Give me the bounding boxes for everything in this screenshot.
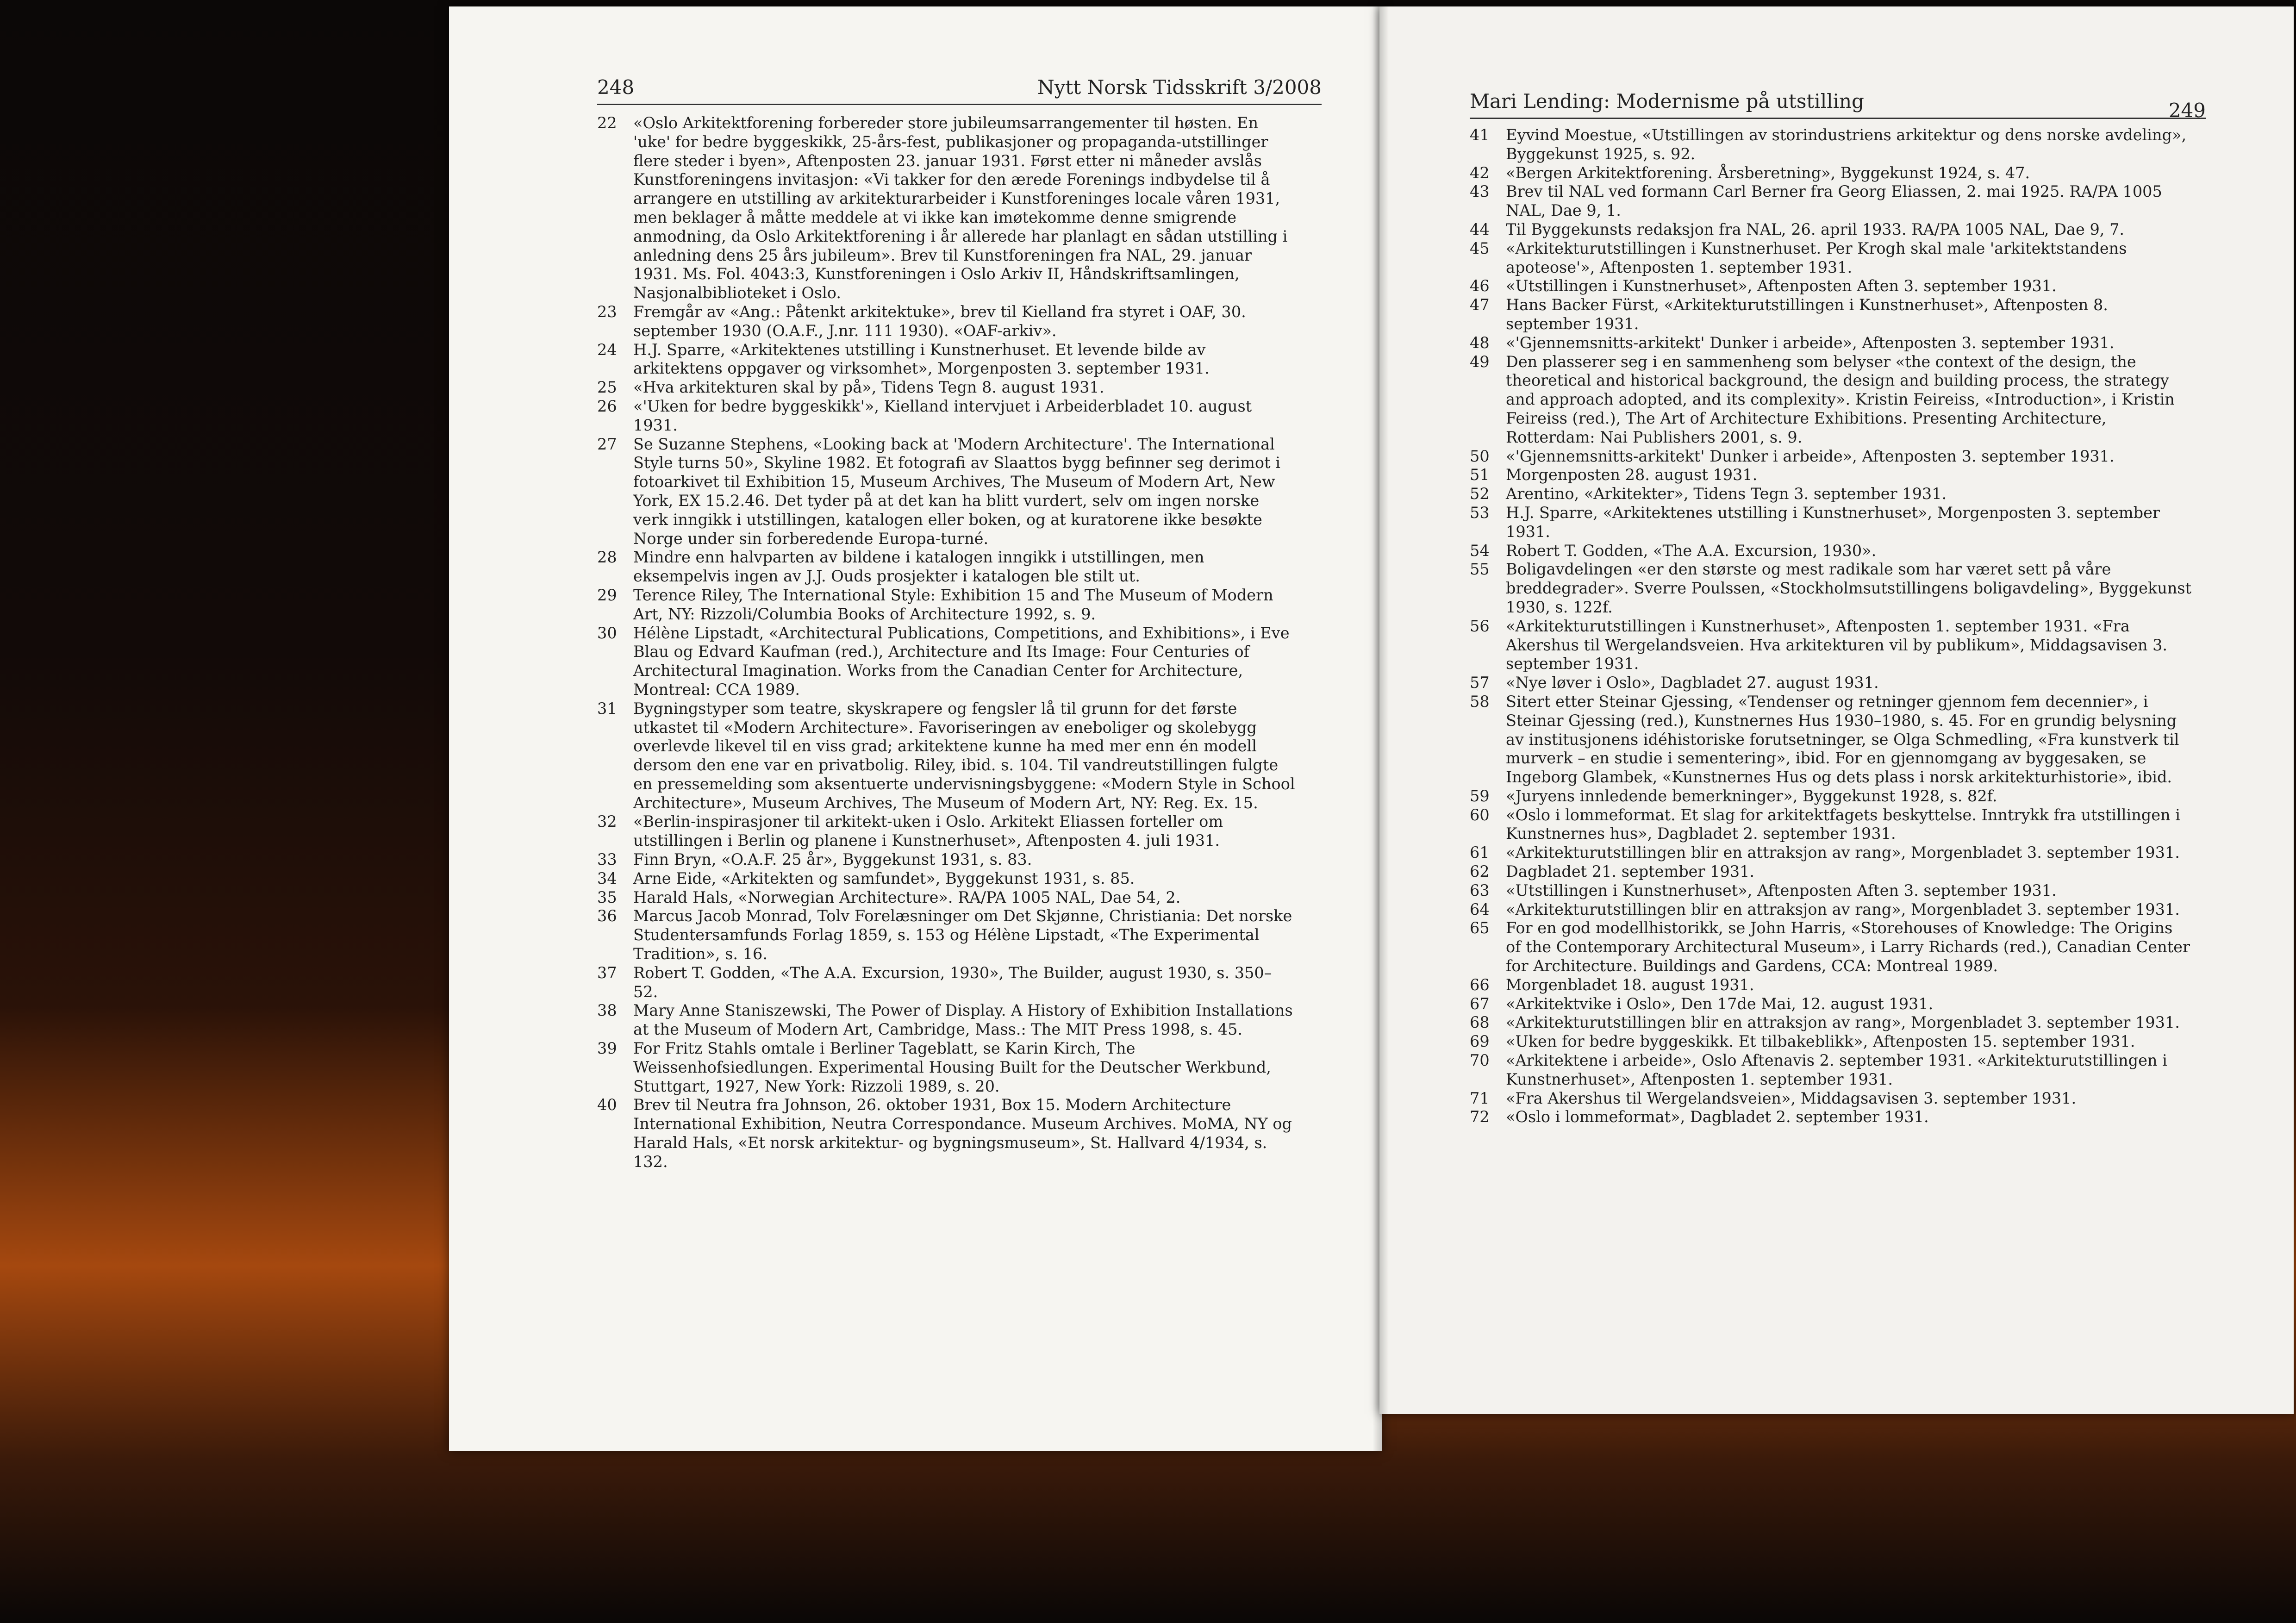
- endnote-number: 66: [1470, 975, 1490, 994]
- endnote-number: 63: [1470, 881, 1490, 899]
- page-gutter-shadow: [1379, 6, 1389, 1414]
- endnote-number: 69: [1470, 1032, 1490, 1051]
- endnote: [597, 378, 1296, 397]
- endnote-text: «Arkitektvike i Oslo», Den 17de Mai, 12. august 1931.: [1506, 994, 1934, 1013]
- endnote-text: «Oslo Arkitektforening forbereder store jubileumsarrangementer til høsten. En 'uke' for bedre byggeskikk, 25-års-fest, publikasjoner og propaganda-utstillinger flere steder i byen», Aftenposten 23. januar 1931. Først etter ni måneder avslås Kunstforeningens invitasjon: «Vi takker for den ærede Forenings indbydelse til å arrangere en utstilling av arkitekturarbeider i Kunstforeninges locale våren 1931, men beklager å måtte meddele at vi ikke kan imøtekomme denne smigrende anmodning, da Oslo Arkitektforening i år allerede har planlagt en sådan utstilling i anledning dens 25 års jubileum». Brev til Kunstforeningen fra NAL, 29. januar 1931. Ms. Fol. 4043:3, Kunstforeningen i Oslo Arkiv II, Håndskriftsamlingen, Nasjonalbiblioteket i Oslo.: [633, 114, 1288, 302]
- endnote-text: Fremgår av «Ang.: Påtenkt arkitektuke», brev til Kielland fra styret i OAF, 30. september 1930 (O.A.F., J.nr. 111 1930). «OAF-arkiv».: [633, 302, 1246, 340]
- endnote-text: «Berlin-inspirasjoner til arkitekt-uken i Oslo. Arkitekt Eliassen forteller om utstillingen i Berlin og planene i Kunstnerhuset», Aftenposten 4. juli 1931.: [633, 812, 1223, 850]
- endnote: [597, 964, 1296, 1002]
- endnote: [597, 812, 1296, 850]
- endnote-number: 55: [1470, 560, 1490, 579]
- running-title: Mari Lending: Modernisme på utstilling: [1470, 90, 1864, 112]
- endnote: [1470, 466, 2192, 485]
- endnote-text: Eyvind Moestue, «Utstillingen av storindustriens arkitektur og dens norske avdeling», Byggekunst 1925, s. 92.: [1506, 126, 2187, 163]
- endnote-text: «'Uken for bedre byggeskikk'», Kielland intervjuet i Arbeiderbladet 10. august 1931.: [633, 397, 1252, 434]
- endnote-number: 44: [1470, 220, 1490, 238]
- endnote-number: 58: [1470, 692, 1490, 711]
- endnote: [1470, 277, 2192, 296]
- endnote-text: Hans Backer Fürst, «Arkitekturutstillingen i Kunstnerhuset», Aftenposten 8. september 1931.: [1506, 296, 2108, 333]
- endnote-number: 65: [1470, 919, 1490, 937]
- endnote-text: Bygningstyper som teatre, skyskrapere og fengsler lå til grunn for det første utkastet til «Modern Architecture». Favoriseringen av eneboliger og skolebygg overlevde likevel til en viss grad; arkitektene kunne ha med mer enn én modell dersom den ene var en privatbolig. Riley, ibid. s. 104. Til vandreutstillingen fulgte en pressemelding som aksentuerte undervisningsbyggene: «Modern Style in School Architecture», Museum Archives, The Museum of Modern Art, NY: Reg. Ex. 15.: [633, 699, 1295, 812]
- endnote: [1470, 353, 2192, 447]
- endnote: [1470, 1051, 2192, 1089]
- endnote-text: «Hva arkitekturen skal by på», Tidens Tegn 8. august 1931.: [633, 378, 1104, 397]
- endnote-text: Brev til Neutra fra Johnson, 26. oktober 1931, Box 15. Modern Architecture International Exhibition, Neutra Correspondance. Museum Archives. MoMA, NY og Harald Hals, «Et norsk arkitektur- og bygningsmuseum», St. Hallvard 4/1934, s. 132.: [633, 1096, 1292, 1171]
- endnote: [1470, 674, 2192, 693]
- endnote-number: 33: [597, 850, 617, 869]
- endnote-number: 64: [1470, 900, 1490, 918]
- endnote-text: Harald Hals, «Norwegian Architecture». RA/PA 1005 NAL, Dae 54, 2.: [633, 888, 1181, 906]
- endnote-number: 70: [1470, 1051, 1490, 1070]
- page-number: 248: [597, 76, 635, 99]
- endnote-text: «'Gjennemsnitts-arkitekt' Dunker i arbeide», Aftenposten 3. september 1931.: [1506, 333, 2115, 352]
- endnote: [1470, 617, 2192, 674]
- endnote-text: «'Gjennemsnitts-arkitekt' Dunker i arbeide», Aftenposten 3. september 1931.: [1506, 447, 2115, 465]
- endnote-text: Morgenbladet 18. august 1931.: [1506, 975, 1754, 994]
- endnote-number: 29: [597, 586, 617, 604]
- endnote-text: «Oslo i lommeformat. Et slag for arkitektfagets beskyttelse. Inntrykk fra utstillingen i Kunstnernes hus», Dagbladet 2. september 1931.: [1506, 805, 2180, 843]
- endnote: [597, 699, 1296, 813]
- endnote: [1470, 182, 2192, 220]
- endnote-text: «Arkitekturutstillingen i Kunstnerhuset», Aftenposten 1. september 1931. «Fra Akershus til Wergelandsveien. Hva arkitekturen vil by publikum», Middagsavisen 3. september 1931.: [1506, 617, 2168, 673]
- endnote-number: 61: [1470, 843, 1490, 862]
- endnote-text: «Fra Akershus til Wergelandsveien», Middagsavisen 3. september 1931.: [1506, 1089, 2077, 1107]
- endnote: [1470, 1108, 2192, 1127]
- page-header: [597, 76, 1322, 105]
- endnote: [597, 624, 1296, 699]
- endnote-number: 62: [1470, 862, 1490, 881]
- endnote: [597, 303, 1296, 341]
- endnote: [1470, 1089, 2192, 1108]
- endnote-number: 67: [1470, 994, 1490, 1013]
- endnote: [1470, 843, 2192, 862]
- endnote-number: 48: [1470, 333, 1490, 352]
- endnote-text: Hélène Lipstadt, «Architectural Publications, Competitions, and Exhibitions», i Eve Blau og Edvard Kaufman (red.), Architecture and Its Image: Four Centuries of Architectural Imagination. Works from the Canadian Center for Architecture, Montreal: CCA 1989.: [633, 624, 1290, 699]
- endnote: [1470, 862, 2192, 881]
- endnote-text: «Juryens innledende bemerkninger», Byggekunst 1928, s. 82f.: [1506, 787, 1997, 805]
- endnote: [1470, 164, 2192, 183]
- endnote: [1470, 787, 2192, 806]
- endnote-text: Robert T. Godden, «The A.A. Excursion, 1930», The Builder, august 1930, s. 350–52.: [633, 963, 1272, 1001]
- endnote-number: 42: [1470, 163, 1490, 182]
- endnote: [597, 397, 1296, 435]
- endnote-text: Mindre enn halvparten av bildene i katalogen inngikk i utstillingen, men eksempelvis ingen av J.J. Ouds prosjekter i katalogen ble stilt ut.: [633, 548, 1204, 586]
- endnote-number: 23: [597, 302, 617, 321]
- endnote-text: Se Suzanne Stephens, «Looking back at 'Modern Architecture'. The International Style turns 50», Skyline 1982. Et fotografi av Slaattos bygg befinner seg derimot i fotoarkivet til Exhibition 15, Museum Archives, The Museum of Modern Art, New York, EX 15.2.46. Det tyder på at det kan ha blitt vurdert, selv om ingen norske verk inngikk i utstillingen, katalogen eller boken, og at kuratorene ikke besøkte Norge under sin forberedende Europa-turné.: [633, 435, 1280, 548]
- endnote-number: 34: [597, 869, 617, 887]
- endnote-text: Robert T. Godden, «The A.A. Excursion, 1930».: [1506, 541, 1877, 560]
- endnote: [597, 850, 1296, 869]
- endnote-text: «Arkitektene i arbeide», Oslo Aftenavis 2. september 1931. «Arkitekturutstillingen i Kunstnerhuset», Aftenposten 1. september 1931.: [1506, 1051, 2167, 1088]
- endnote: [1470, 806, 2192, 844]
- endnote-number: 36: [597, 907, 617, 925]
- endnotes-list: [597, 114, 1296, 1172]
- endnote-number: 72: [1470, 1108, 1490, 1126]
- endnote-number: 41: [1470, 126, 1490, 144]
- endnote: [597, 869, 1296, 888]
- endnote-number: 27: [597, 435, 617, 453]
- left-page: [449, 6, 1382, 1451]
- endnote-number: 59: [1470, 787, 1490, 805]
- endnote-text: «Arkitekturutstillingen i Kunstnerhuset. Per Krogh skal male 'arkitektstandens apoteose'», Aftenposten 1. september 1931.: [1506, 239, 2127, 276]
- endnote-text: Til Byggekunsts redaksjon fra NAL, 26. april 1933. RA/PA 1005 NAL, Dae 9, 7.: [1506, 220, 2125, 238]
- endnote-number: 28: [597, 548, 617, 567]
- endnote: [1470, 334, 2192, 353]
- endnote: [597, 586, 1296, 624]
- endnote-text: «Utstillingen i Kunstnerhuset», Aftenposten Aften 3. september 1931.: [1506, 277, 2057, 295]
- endnote-text: Sitert etter Steinar Gjessing, «Tendenser og retninger gjennom fem decennier», i Steinar Gjessing (red.), Kunstnernes Hus 1930–1980, s. 45. For en grundig belysning av institusjonens idéhistoriske forutsetninger, se Olga Schmedling, «Fra kunstverk til murverk – en studie i sementering», ibid. For en gjennomgang av byggesaken, se Ingeborg Glambek, «Kunstnernes Hus og dets plass i norsk arkitekturhistorie», ibid.: [1506, 692, 2179, 787]
- endnote: [1470, 504, 2192, 542]
- endnote: [1470, 881, 2192, 900]
- endnote-number: 26: [597, 397, 617, 415]
- endnote-number: 52: [1470, 485, 1490, 503]
- endnote-text: Mary Anne Staniszewski, The Power of Display. A History of Exhibition Installations at the Museum of Modern Art, Cambridge, Mass.: The MIT Press 1998, s. 45.: [633, 1001, 1293, 1039]
- endnote: [597, 1039, 1296, 1096]
- endnote-number: 32: [597, 812, 617, 831]
- endnote: [1470, 919, 2192, 975]
- endnote: [597, 548, 1296, 586]
- endnote-number: 54: [1470, 541, 1490, 560]
- endnote-text: Arne Eide, «Arkitekten og samfundet», Byggekunst 1931, s. 85.: [633, 869, 1135, 887]
- endnote: [597, 341, 1296, 379]
- endnote-text: Finn Bryn, «O.A.F. 25 år», Byggekunst 1931, s. 83.: [633, 850, 1032, 869]
- endnote-text: For Fritz Stahls omtale i Berliner Tageblatt, se Karin Kirch, The Weissenhofsiedlungen. Experimental Housing Built for the Deutscher Werkbund, Stuttgart, 1927, New York: Rizzoli 1989, s. 20.: [633, 1039, 1271, 1095]
- endnote-text: Brev til NAL ved formann Carl Berner fra Georg Eliassen, 2. mai 1925. RA/PA 1005 NAL, Dae 9, 1.: [1506, 182, 2162, 220]
- endnote-number: 57: [1470, 674, 1490, 692]
- endnote: [1470, 239, 2192, 277]
- page-number: 249: [2168, 99, 2206, 122]
- endnote: [597, 888, 1296, 907]
- endnote: [1470, 220, 2192, 239]
- endnote-number: 39: [597, 1039, 617, 1058]
- endnote-text: Boligavdelingen «er den største og mest radikale som har været sett på våre breddegrader». Sverre Poulssen, «Stockholmsutstillingens boligavdeling», Byggekunst 1930, s. 122f.: [1506, 560, 2192, 616]
- endnote-number: 40: [597, 1096, 617, 1114]
- endnote-number: 53: [1470, 503, 1490, 522]
- right-page: [1379, 6, 2294, 1414]
- endnote: [1470, 126, 2192, 164]
- endnote-number: 22: [597, 114, 617, 132]
- endnote-number: 46: [1470, 277, 1490, 295]
- endnote-text: «Oslo i lommeformat», Dagbladet 2. september 1931.: [1506, 1108, 1929, 1126]
- endnote-number: 45: [1470, 239, 1490, 257]
- endnotes-list: [1470, 126, 2192, 1127]
- endnote-text: «Arkitekturutstillingen blir en attraksjon av rang», Morgenbladet 3. september 1931.: [1506, 843, 2180, 862]
- endnote: [1470, 485, 2192, 504]
- endnote-number: 35: [597, 888, 617, 906]
- endnote: [1470, 1013, 2192, 1032]
- endnote: [1470, 542, 2192, 561]
- endnote: [597, 907, 1296, 963]
- endnote-text: Marcus Jacob Monrad, Tolv Forelæsninger om Det Skjønne, Christiania: Det norske Studentersamfunds Forlag 1859, s. 153 og Hélène Lipstadt, «The Experimental Tradition», s. 16.: [633, 907, 1292, 963]
- endnote-text: «Nye løver i Oslo», Dagbladet 27. august 1931.: [1506, 674, 1879, 692]
- endnote-number: 49: [1470, 352, 1490, 371]
- endnote: [1470, 560, 2192, 617]
- endnote-text: «Uken for bedre byggeskikk. Et tilbakeblikk», Aftenposten 15. september 1931.: [1506, 1032, 2135, 1051]
- endnote-number: 50: [1470, 447, 1490, 465]
- endnote-number: 30: [597, 624, 617, 642]
- running-title: Nytt Norsk Tidsskrift 3/2008: [1037, 76, 1322, 99]
- endnote-number: 47: [1470, 296, 1490, 314]
- endnote-text: «Bergen Arkitektforening. Årsberetning», Byggekunst 1924, s. 47.: [1506, 163, 2030, 182]
- endnote-number: 68: [1470, 1013, 1490, 1032]
- endnote-number: 25: [597, 378, 617, 397]
- endnote: [597, 1001, 1296, 1039]
- endnote-text: Dagbladet 21. september 1931.: [1506, 862, 1755, 881]
- endnote-text: For en god modellhistorikk, se John Harris, «Storehouses of Knowledge: The Origins of the Contemporary Architectural Museum», i Larry Richards (red.), Canadian Center for Architecture. Buildings and Gardens, CCA: Montreal 1989.: [1506, 919, 2190, 975]
- endnote-number: 71: [1470, 1089, 1490, 1107]
- page-header: [1470, 90, 2206, 122]
- endnote: [1470, 447, 2192, 466]
- endnote-text: Den plasserer seg i en sammenheng som belyser «the context of the design, the theoretical and historical background, the design and building process, the strategy and approach adopted, and its complexity». Kristin Feireiss, «Introduction», i Kristin Feireiss (red.), The Art of Architecture Exhibitions. Presenting Architecture, Rotterdam: Nai Publishers 2001, s. 9.: [1506, 352, 2175, 446]
- endnote-number: 37: [597, 963, 617, 982]
- endnote: [597, 1096, 1296, 1171]
- endnote: [597, 114, 1296, 303]
- endnote: [1470, 693, 2192, 787]
- endnote-number: 31: [597, 699, 617, 718]
- endnote-text: Arentino, «Arkitekter», Tidens Tegn 3. september 1931.: [1506, 485, 1947, 503]
- endnote-text: «Arkitekturutstillingen blir en attraksjon av rang», Morgenbladet 3. september 1931.: [1506, 900, 2180, 918]
- endnote-number: 60: [1470, 805, 1490, 824]
- endnote-number: 56: [1470, 617, 1490, 635]
- endnote: [1470, 900, 2192, 919]
- endnote-text: H.J. Sparre, «Arkitektenes utstilling i Kunstnerhuset», Morgenposten 3. september 1931.: [1506, 503, 2160, 541]
- endnote: [1470, 1032, 2192, 1051]
- endnote-text: Terence Riley, The International Style: Exhibition 15 and The Museum of Modern Art, NY: Rizzoli/Columbia Books of Architecture 1992, s. 9.: [633, 586, 1273, 623]
- endnote-number: 51: [1470, 466, 1490, 484]
- endnote-text: «Arkitekturutstillingen blir en attraksjon av rang», Morgenbladet 3. september 1931.: [1506, 1013, 2180, 1032]
- endnote: [597, 435, 1296, 549]
- endnote-number: 24: [597, 340, 617, 359]
- endnote: [1470, 995, 2192, 1014]
- endnote-number: 43: [1470, 182, 1490, 201]
- endnote: [1470, 976, 2192, 995]
- endnote-text: H.J. Sparre, «Arkitektenes utstilling i Kunstnerhuset. Et levende bilde av arkitektens oppgaver og virksomhet», Morgenposten 3. september 1931.: [633, 340, 1210, 378]
- endnote-text: Morgenposten 28. august 1931.: [1506, 466, 1758, 484]
- endnote-text: «Utstillingen i Kunstnerhuset», Aftenposten Aften 3. september 1931.: [1506, 881, 2057, 899]
- endnote-number: 38: [597, 1001, 617, 1020]
- endnote: [1470, 296, 2192, 334]
